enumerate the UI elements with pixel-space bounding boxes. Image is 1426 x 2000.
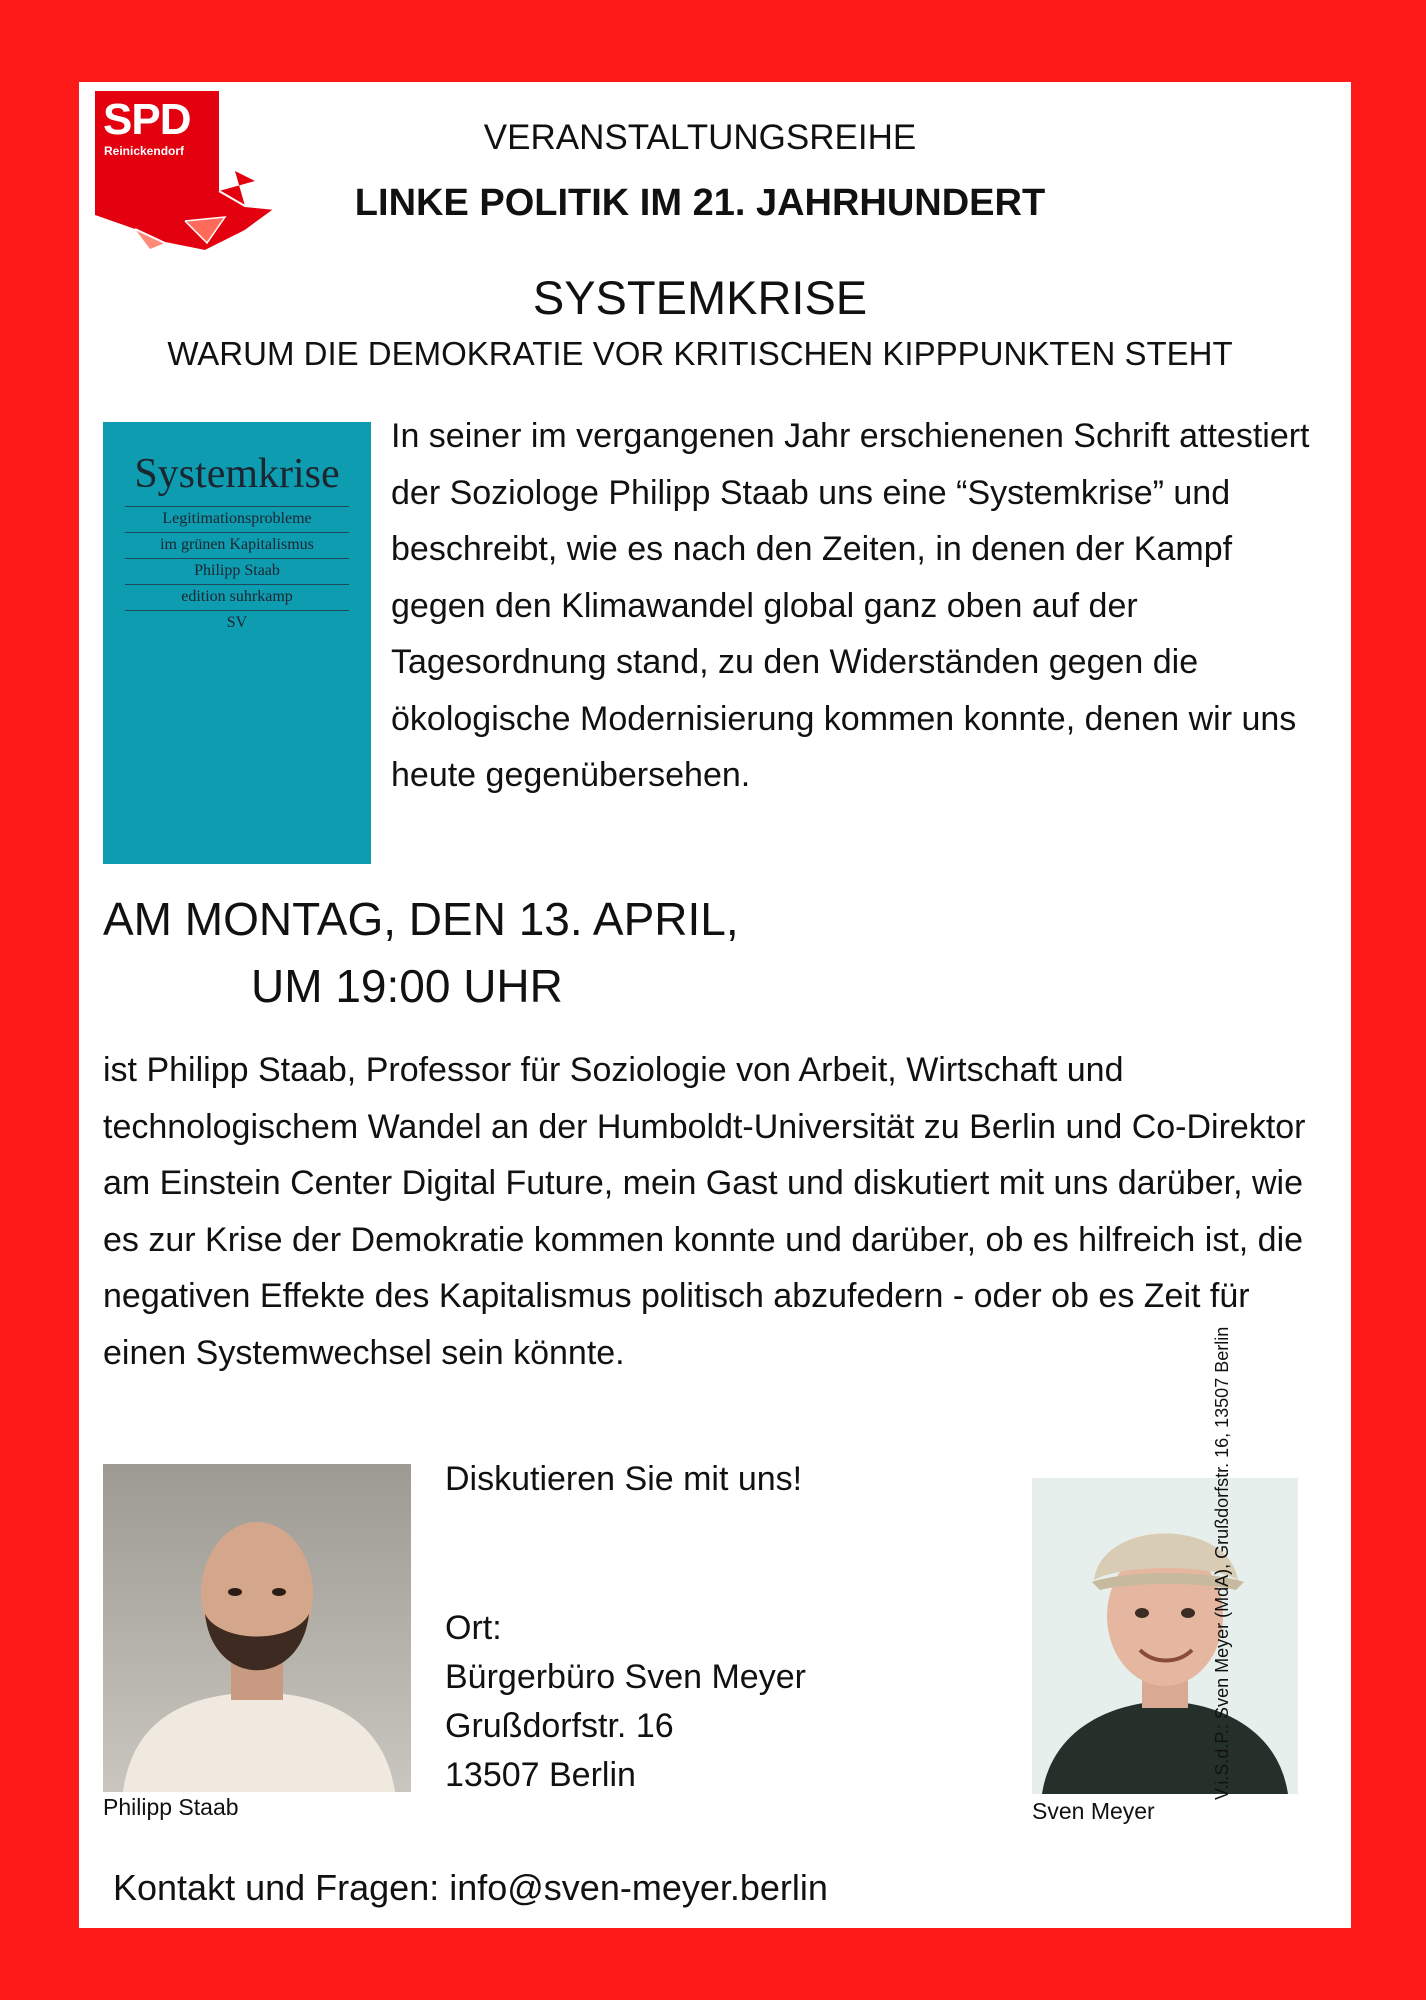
topic-title: SYSTEMKRISE	[532, 271, 868, 324]
series-title: LINKE POLITIK IM 21. JAHRHUNDERT	[354, 182, 1046, 224]
book-cover	[103, 422, 371, 864]
guest-photo	[103, 1464, 411, 1792]
host-photo	[1032, 1478, 1298, 1794]
host-caption: Sven Meyer	[1032, 1798, 1155, 1824]
cover-rule	[125, 532, 349, 533]
cover-rule	[125, 610, 349, 611]
invite-text: Diskutieren Sie mit uns!	[445, 1460, 803, 1498]
cover-rule	[125, 506, 349, 507]
venue-city: 13507 Berlin	[445, 1756, 636, 1794]
imprint-text: V.i.S.d.P.: Sven Meyer (MdA), Grußdorfstr. 16, 13507 Berlin	[1212, 1326, 1232, 1800]
topic-subtitle: WARUM DIE DEMOKRATIE VOR KRITISCHEN KIPPPUNKTEN STEHT	[167, 335, 1233, 372]
intro-text: In seiner im vergangenen Jahr erschienenen Schrift attestiert der Soziologe Philipp Staab uns eine “Systemkrise” und beschreibt, wie es nach den Zeiten, in denen der Kampf gegen den Klimawandel global ganz oben auf der Tagesordnung stand, zu den Widerständen gegen die ökologische Modernisierung kommen konnte, denen wir uns heute gegenübersehen.	[391, 417, 1310, 794]
event-date: AM MONTAG, DEN 13. APRIL,	[103, 893, 739, 945]
guest-caption: Philipp Staab	[103, 1794, 239, 1820]
series-label: VERANSTALTUNGSREIHE	[483, 118, 917, 157]
cover-rule	[125, 558, 349, 559]
event-description: ist Philipp Staab, Professor für Soziologie von Arbeit, Wirtschaft und technologischem Wandel an der Humboldt-Universität zu Berlin und Co-Direktor am Einstein Center Digital Future, mein Gast und diskutiert mit uns darüber, wie es zur Krise der Demokratie kommen konnte und darüber, ob es hilfreich ist, die negativen Effekte des Kapitalismus politisch abzufedern - oder ob es Zeit für einen Systemwechsel sein könnte.	[103, 1051, 1306, 1372]
event-time: UM 19:00 UHR	[251, 960, 563, 1012]
venue-street: Grußdorfstr. 16	[445, 1707, 674, 1745]
contact-line: Kontakt und Fragen: info@sven-meyer.berlin	[113, 1867, 828, 1908]
cover-rule	[125, 584, 349, 585]
venue-block	[445, 1604, 806, 1800]
book-line: Legitimationsprobleme	[162, 510, 312, 527]
host-portrait-icon	[1032, 1478, 1298, 1794]
guest-portrait-icon	[103, 1464, 411, 1792]
book-title: Systemkrise	[134, 451, 340, 497]
book-line: im grünen Kapitalismus	[160, 536, 314, 553]
spd-logo	[95, 91, 285, 256]
venue-name: Bürgerbüro Sven Meyer	[445, 1658, 806, 1696]
spd-logo-district: Reinickendorf	[104, 144, 185, 158]
flyer-page	[79, 82, 1351, 1928]
spd-logo-text: SPD	[103, 95, 191, 144]
book-line: SV	[226, 614, 248, 631]
book-line: edition suhrkamp	[181, 588, 293, 605]
venue-label: Ort:	[445, 1609, 502, 1647]
book-line: Philipp Staab	[194, 562, 280, 579]
